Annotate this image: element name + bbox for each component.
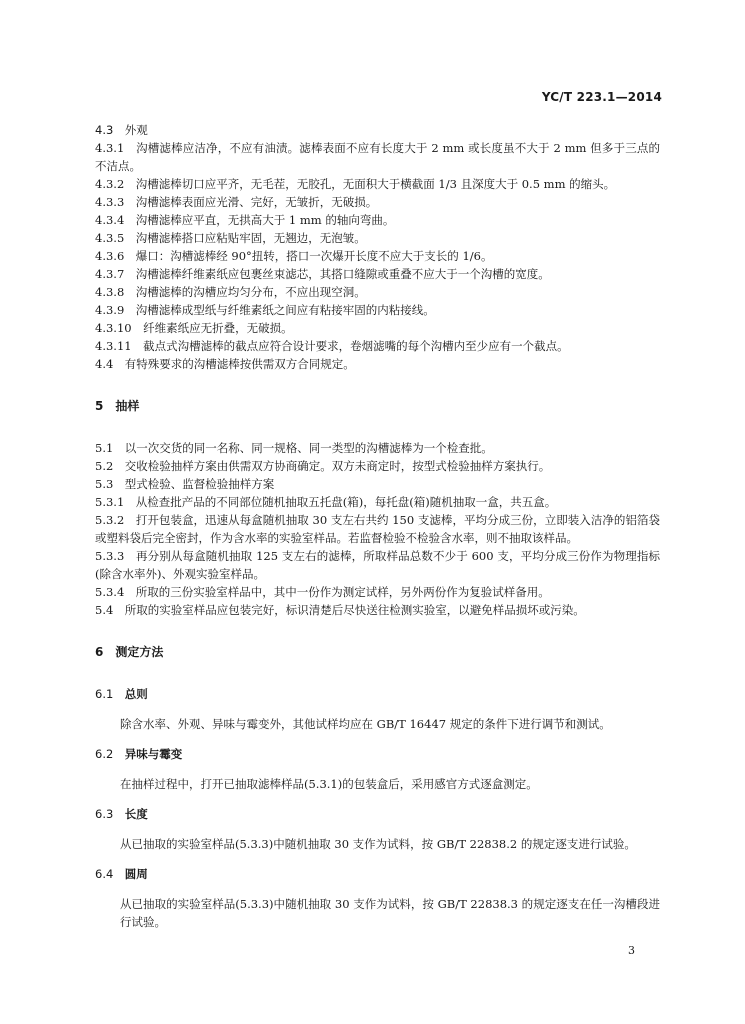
clause-number: 5.3.3: [95, 549, 125, 563]
clause-number: 4.3.11: [95, 339, 132, 353]
page-content: [95, 121, 660, 931]
clause-number: 4.3.5: [95, 231, 125, 245]
clause-number: 5.3: [95, 477, 114, 491]
subsection-title: 总则: [124, 687, 148, 701]
subsection-number: 6.1: [95, 687, 114, 701]
clause-number: 4.3.7: [95, 267, 125, 281]
clause-4-3-7: [95, 265, 660, 283]
clause-text: 有特殊要求的沟槽滤棒按供需双方合同规定。: [124, 357, 355, 371]
subsection-title: 圆周: [124, 867, 148, 881]
clause-number: 4.3.8: [95, 285, 125, 299]
clause-number: 4.3.3: [95, 195, 125, 209]
clause-4-3-11: [95, 337, 660, 355]
clause-number: 4.4: [95, 357, 114, 371]
clause-4-3-10: [95, 319, 660, 337]
paragraph-6-2: 在抽样过程中，打开已抽取滤棒样品(5.3.1)的包装盒后，采用感官方式逐盒测定。: [120, 777, 538, 791]
clause-4-3-5: [95, 229, 660, 247]
heading-4-3: 4.3 外观: [95, 123, 148, 137]
subsection-title: 长度: [124, 807, 148, 821]
clause-4-3-8: [95, 283, 660, 301]
subsection-title: 异味与霉变: [124, 747, 183, 761]
clause-number: 5.3.1: [95, 495, 125, 509]
clause-text: 沟槽滤棒搭口应粘贴牢固，无翘边，无泡皱。: [135, 231, 366, 245]
page-number: 3: [628, 944, 635, 957]
heading-6-4: [95, 865, 660, 883]
clause-4-3-3: [95, 193, 660, 211]
clause-text: 打开包装盒，迅速从每盒随机抽取 30 支左右共约 150 支滤棒，平均分成三份，立即装入洁净的铝箔袋或塑料袋后完全密封，作为含水率的实验室样品。若监督检验不检验含水率，则不抽取该样品。: [95, 513, 661, 545]
subsection-number: 6.2: [95, 747, 114, 761]
clause-text: 纤维素纸应无折叠，无破损。: [143, 321, 293, 335]
clause-number: 4.3.6: [95, 249, 125, 263]
clause-number: 5.3.4: [95, 585, 125, 599]
clause-text: 型式检验、监督检验抽样方案: [124, 477, 275, 491]
clause-text: 沟槽滤棒应洁净，不应有油渍。滤棒表面不应有长度大于 2 mm 或长度虽不大于 2 mm 但多于三点的不洁点。: [95, 141, 661, 173]
clause-list-5: [95, 439, 660, 619]
clause-5-1: [95, 439, 660, 457]
clause-number: 4.3.1: [95, 141, 125, 155]
clause-4-3-4: [95, 211, 660, 229]
clause-text: 沟槽滤棒应平直，无拱高大于 1 mm 的轴向弯曲。: [135, 213, 395, 227]
clause-list-4-3: [95, 139, 660, 373]
heading-6-3: [95, 805, 660, 823]
clause-number: 4.3.10: [95, 321, 132, 335]
clause-text: 沟槽滤棒成型纸与纤维素纸之间应有粘接牢固的内粘接线。: [135, 303, 435, 317]
subsection-number: 6.4: [95, 867, 114, 881]
clause-number: 5.2: [95, 459, 114, 473]
clause-text: 从检查批产品的不同部位随机抽取五托盘(箱)，每托盘(箱)随机抽取一盒，共五盒。: [135, 495, 557, 509]
clause-5-3-1: [95, 493, 660, 511]
clause-text: 再分别从每盒随机抽取 125 支左右的滤棒，所取样品总数不少于 600 支，平均分成三份作为物理指标(除含水率外)、外观实验室样品。: [95, 549, 660, 581]
clause-number: 5.1: [95, 441, 114, 455]
heading-6-2: [95, 745, 660, 763]
clause-number: 4.3.2: [95, 177, 125, 191]
clause-4-3-2: [95, 175, 660, 193]
clause-4-4: [95, 355, 660, 373]
clause-5-3: [95, 475, 660, 493]
clause-5-3-2: [95, 511, 660, 547]
heading-6-1: [95, 685, 660, 703]
subsection-number: 6.3: [95, 807, 114, 821]
clause-4-3-6: [95, 247, 660, 265]
clause-5-4: [95, 601, 660, 619]
clause-text: 爆口：沟槽滤棒经 90°扭转，搭口一次爆开长度不应大于支长的 1/6。: [135, 249, 493, 263]
clause-text: 沟槽滤棒表面应光滑、完好，无皱折，无破损。: [135, 195, 378, 209]
clause-number: 4.3.9: [95, 303, 125, 317]
clause-4-3-1: [95, 139, 660, 175]
clause-number: 4.3.4: [95, 213, 125, 227]
clause-5-2: [95, 457, 660, 475]
clause-text: 截点式沟槽滤棒的截点应符合设计要求，卷烟滤嘴的每个沟槽内至少应有一个截点。: [143, 339, 569, 353]
clause-5-3-4: [95, 583, 660, 601]
clause-text: 沟槽滤棒切口应平齐，无毛茬，无胶孔，无面积大于横截面 1/3 且深度大于 0.5 mm 的缩头。: [135, 177, 616, 191]
paragraph-6-3: 从已抽取的实验室样品(5.3.3)中随机抽取 30 支作为试料，按 GB/T 22838.2 的规定逐支进行试验。: [120, 837, 636, 851]
clause-4-3-9: [95, 301, 660, 319]
clause-text: 以一次交货的同一名称、同一规格、同一类型的沟槽滤棒为一个检查批。: [124, 441, 493, 455]
heading-5-sampling: 5 抽样: [95, 399, 140, 413]
heading-6-test-methods: 6 测定方法: [95, 645, 164, 659]
clause-5-3-3: [95, 547, 660, 583]
clause-number: 5.3.2: [95, 513, 125, 527]
paragraph-6-4: 从已抽取的实验室样品(5.3.3)中随机抽取 30 支作为试料，按 GB/T 22838.3 的规定逐支在任一沟槽段进行试验。: [120, 897, 660, 929]
standard-id-header: YC/T 223.1—2014: [541, 90, 662, 104]
clause-text: 交收检验抽样方案由供需双方协商确定。双方未商定时，按型式检验抽样方案执行。: [124, 459, 551, 473]
clause-text: 所取的三份实验室样品中，其中一份作为测定试样，另外两份作为复验试样备用。: [135, 585, 550, 599]
paragraph-6-1: 除含水率、外观、异味与霉变外，其他试样均应在 GB/T 16447 规定的条件下进行调节和测试。: [120, 717, 611, 731]
clause-text: 沟槽滤棒纤维素纸应包裹丝束滤芯，其搭口缝隙或重叠不应大于一个沟槽的宽度。: [135, 267, 550, 281]
clause-text: 沟槽滤棒的沟槽应均匀分布，不应出现空洞。: [135, 285, 366, 299]
clause-text: 所取的实验室样品应包装完好，标识清楚后尽快送往检测实验室，以避免样品损坏或污染。: [124, 603, 585, 617]
clause-number: 5.4: [95, 603, 114, 617]
